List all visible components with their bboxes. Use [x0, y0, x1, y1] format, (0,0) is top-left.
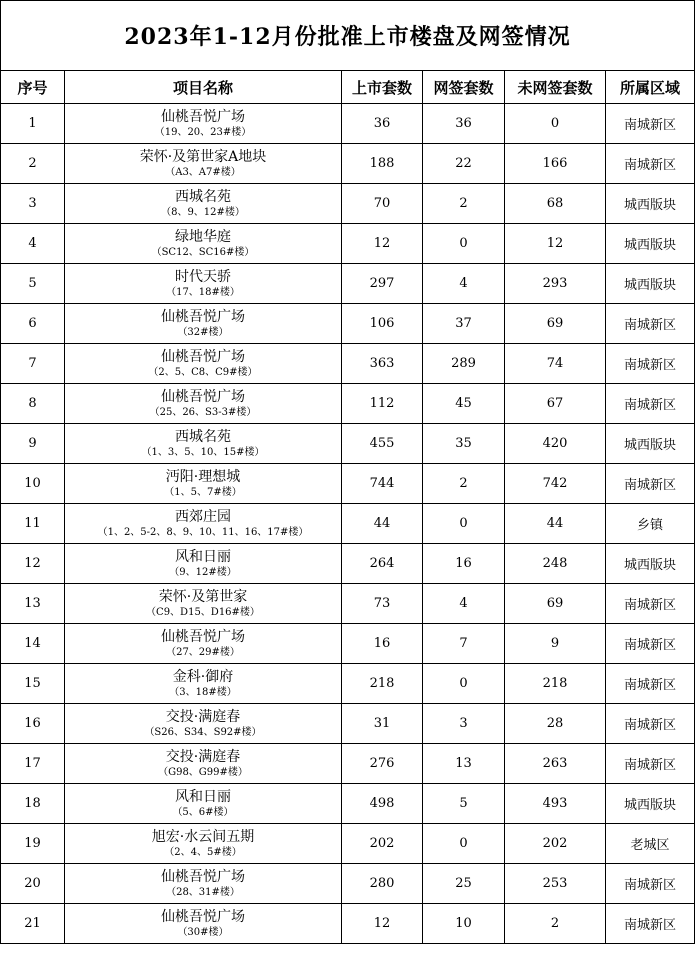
- row-index: 10: [1, 464, 65, 504]
- project-name: 旭宏·水云间五期: [151, 829, 255, 845]
- signed-count: 7: [423, 624, 505, 664]
- project-buildings: （G98、G99#楼）: [158, 767, 248, 778]
- project-buildings: （19、20、23#楼）: [154, 127, 252, 138]
- listed-count: 12: [342, 224, 423, 264]
- project-name: 西城名苑: [175, 189, 231, 205]
- unsigned-count: 44: [505, 504, 606, 544]
- district: 南城新区: [606, 624, 695, 664]
- signed-count: 0: [423, 504, 505, 544]
- signed-count: 2: [423, 464, 505, 504]
- signed-count: 2: [423, 184, 505, 224]
- table-row: [1, 384, 695, 424]
- unsigned-count: 263: [505, 744, 606, 784]
- signed-count: 37: [423, 304, 505, 344]
- signed-count: 35: [423, 424, 505, 464]
- unsigned-count: 742: [505, 464, 606, 504]
- district: 南城新区: [606, 384, 695, 424]
- table-row: [1, 264, 695, 304]
- district: 南城新区: [606, 104, 695, 144]
- district: 城西版块: [606, 784, 695, 824]
- row-index: 15: [1, 664, 65, 704]
- unsigned-count: 420: [505, 424, 606, 464]
- district: 乡镇: [606, 504, 695, 544]
- district: 南城新区: [606, 704, 695, 744]
- district: 南城新区: [606, 304, 695, 344]
- table-row: [1, 784, 695, 824]
- signed-count: 4: [423, 584, 505, 624]
- signed-count: 0: [423, 664, 505, 704]
- project-name: 沔阳·理想城: [165, 469, 241, 485]
- unsigned-count: 68: [505, 184, 606, 224]
- table-row: [1, 544, 695, 584]
- signed-count: 10: [423, 904, 505, 944]
- district: 老城区: [606, 824, 695, 864]
- unsigned-count: 69: [505, 584, 606, 624]
- row-index: 9: [1, 424, 65, 464]
- listed-count: 12: [342, 904, 423, 944]
- row-index: 14: [1, 624, 65, 664]
- project-name: 仙桃吾悦广场: [161, 869, 245, 885]
- listed-count: 455: [342, 424, 423, 464]
- project-cell: [65, 504, 342, 544]
- project-buildings: （17、18#楼）: [166, 287, 240, 298]
- project-buildings: （1、2、5-2、8、9、10、11、16、17#楼）: [97, 527, 309, 538]
- project-name: 西郊庄园: [175, 509, 231, 525]
- project-cell: [65, 384, 342, 424]
- unsigned-count: 218: [505, 664, 606, 704]
- listed-count: 744: [342, 464, 423, 504]
- project-cell: [65, 184, 342, 224]
- project-cell: [65, 904, 342, 944]
- table-row: [1, 344, 695, 384]
- signed-count: 36: [423, 104, 505, 144]
- row-index: 16: [1, 704, 65, 744]
- table-row: [1, 584, 695, 624]
- row-index: 11: [1, 504, 65, 544]
- project-name: 仙桃吾悦广场: [161, 629, 245, 645]
- unsigned-count: 67: [505, 384, 606, 424]
- project-buildings: （1、5、7#楼）: [164, 487, 242, 498]
- listed-count: 70: [342, 184, 423, 224]
- listed-count: 73: [342, 584, 423, 624]
- project-name: 时代天骄: [175, 269, 231, 285]
- listed-count: 202: [342, 824, 423, 864]
- district: 南城新区: [606, 144, 695, 184]
- listed-count: 264: [342, 544, 423, 584]
- project-cell: [65, 784, 342, 824]
- signed-count: 4: [423, 264, 505, 304]
- row-index: 2: [1, 144, 65, 184]
- row-index: 20: [1, 864, 65, 904]
- listed-count: 31: [342, 704, 423, 744]
- project-buildings: （32#楼）: [177, 327, 229, 338]
- project-cell: [65, 704, 342, 744]
- unsigned-count: 166: [505, 144, 606, 184]
- unsigned-count: 74: [505, 344, 606, 384]
- project-cell: [65, 224, 342, 264]
- project-name: 金科·御府: [172, 669, 234, 685]
- project-buildings: （9、12#楼）: [169, 567, 237, 578]
- col-header-signed: 网签套数: [423, 71, 505, 104]
- table-row: [1, 304, 695, 344]
- unsigned-count: 253: [505, 864, 606, 904]
- row-index: 19: [1, 824, 65, 864]
- district: 南城新区: [606, 464, 695, 504]
- row-index: 13: [1, 584, 65, 624]
- project-buildings: （C9、D15、D16#楼）: [146, 607, 260, 618]
- project-cell: [65, 424, 342, 464]
- project-buildings: （1、3、5、10、15#楼）: [141, 447, 265, 458]
- unsigned-count: 293: [505, 264, 606, 304]
- district: 南城新区: [606, 744, 695, 784]
- col-header-project: 项目名称: [65, 71, 342, 104]
- table-row: [1, 504, 695, 544]
- unsigned-count: 28: [505, 704, 606, 744]
- row-index: 4: [1, 224, 65, 264]
- project-cell: [65, 584, 342, 624]
- project-cell: [65, 104, 342, 144]
- unsigned-count: 248: [505, 544, 606, 584]
- project-cell: [65, 624, 342, 664]
- table-row: [1, 824, 695, 864]
- row-index: 17: [1, 744, 65, 784]
- listed-count: 280: [342, 864, 423, 904]
- signed-count: 5: [423, 784, 505, 824]
- table-row: [1, 864, 695, 904]
- unsigned-count: 2: [505, 904, 606, 944]
- table-row: [1, 664, 695, 704]
- col-header-unsigned: 未网签套数: [505, 71, 606, 104]
- table-row: [1, 424, 695, 464]
- project-cell: [65, 744, 342, 784]
- table-row: [1, 624, 695, 664]
- col-header-district: 所属区域: [606, 71, 695, 104]
- project-buildings: （SC12、SC16#楼）: [151, 247, 255, 258]
- unsigned-count: 69: [505, 304, 606, 344]
- project-buildings: （3、18#楼）: [169, 687, 237, 698]
- signed-count: 13: [423, 744, 505, 784]
- project-cell: [65, 864, 342, 904]
- listed-count: 44: [342, 504, 423, 544]
- table-row: [1, 104, 695, 144]
- row-index: 18: [1, 784, 65, 824]
- project-cell: [65, 344, 342, 384]
- project-name: 仙桃吾悦广场: [161, 309, 245, 325]
- project-cell: [65, 264, 342, 304]
- project-name: 仙桃吾悦广场: [161, 349, 245, 365]
- row-index: 12: [1, 544, 65, 584]
- row-index: 7: [1, 344, 65, 384]
- district: 城西版块: [606, 224, 695, 264]
- col-header-listed: 上市套数: [342, 71, 423, 104]
- project-name: 风和日丽: [175, 549, 231, 565]
- listed-count: 218: [342, 664, 423, 704]
- district: 城西版块: [606, 424, 695, 464]
- signed-count: 22: [423, 144, 505, 184]
- district: 南城新区: [606, 904, 695, 944]
- listed-count: 16: [342, 624, 423, 664]
- row-index: 3: [1, 184, 65, 224]
- listed-count: 276: [342, 744, 423, 784]
- project-buildings: （30#楼）: [177, 927, 229, 938]
- project-name: 仙桃吾悦广场: [161, 389, 245, 405]
- unsigned-count: 202: [505, 824, 606, 864]
- signed-count: 45: [423, 384, 505, 424]
- table-row: [1, 224, 695, 264]
- signed-count: 25: [423, 864, 505, 904]
- district: 南城新区: [606, 344, 695, 384]
- row-index: 5: [1, 264, 65, 304]
- unsigned-count: 12: [505, 224, 606, 264]
- district: 南城新区: [606, 664, 695, 704]
- project-name: 西城名苑: [175, 429, 231, 445]
- unsigned-count: 493: [505, 784, 606, 824]
- project-cell: [65, 464, 342, 504]
- header-row: [1, 71, 695, 104]
- project-buildings: （2、4、5#楼）: [164, 847, 242, 858]
- district: 南城新区: [606, 584, 695, 624]
- project-name: 交投·满庭春: [165, 709, 241, 725]
- project-cell: [65, 664, 342, 704]
- project-name: 荣怀·及第世家A地块: [139, 149, 267, 165]
- project-buildings: （A3、A7#楼）: [165, 167, 241, 178]
- project-buildings: （S26、S34、S92#楼）: [144, 727, 262, 738]
- project-cell: [65, 544, 342, 584]
- row-index: 21: [1, 904, 65, 944]
- row-index: 8: [1, 384, 65, 424]
- row-index: 1: [1, 104, 65, 144]
- project-buildings: （27、29#楼）: [166, 647, 240, 658]
- table-row: [1, 184, 695, 224]
- signed-count: 0: [423, 224, 505, 264]
- table-row: [1, 704, 695, 744]
- listed-count: 498: [342, 784, 423, 824]
- project-cell: [65, 824, 342, 864]
- project-name: 风和日丽: [175, 789, 231, 805]
- listed-count: 36: [342, 104, 423, 144]
- project-buildings: （5、6#楼）: [172, 807, 234, 818]
- col-header-index: 序号: [1, 71, 65, 104]
- table-row: [1, 744, 695, 784]
- listed-count: 297: [342, 264, 423, 304]
- project-name: 绿地华庭: [175, 229, 231, 245]
- table-body: [1, 104, 695, 944]
- district: 城西版块: [606, 184, 695, 224]
- project-buildings: （25、26、S3-3#楼）: [149, 407, 257, 418]
- project-buildings: （8、9、12#楼）: [161, 207, 245, 218]
- listed-count: 363: [342, 344, 423, 384]
- listed-count: 106: [342, 304, 423, 344]
- signed-count: 289: [423, 344, 505, 384]
- table-row: [1, 904, 695, 944]
- listed-count: 188: [342, 144, 423, 184]
- row-index: 6: [1, 304, 65, 344]
- project-cell: [65, 304, 342, 344]
- district: 城西版块: [606, 264, 695, 304]
- project-cell: [65, 144, 342, 184]
- table-row: [1, 464, 695, 504]
- district: 城西版块: [606, 544, 695, 584]
- project-buildings: （2、5、C8、C9#楼）: [148, 367, 258, 378]
- table-row: [1, 144, 695, 184]
- project-buildings: （28、31#楼）: [166, 887, 240, 898]
- page-title: 2023年1-12月份批准上市楼盘及网签情况: [1, 1, 695, 71]
- project-name: 荣怀·及第世家: [158, 589, 248, 605]
- project-name: 仙桃吾悦广场: [161, 909, 245, 925]
- project-name: 交投·满庭春: [165, 749, 241, 765]
- unsigned-count: 0: [505, 104, 606, 144]
- listed-count: 112: [342, 384, 423, 424]
- signed-count: 3: [423, 704, 505, 744]
- project-name: 仙桃吾悦广场: [161, 109, 245, 125]
- signed-count: 16: [423, 544, 505, 584]
- district: 南城新区: [606, 864, 695, 904]
- unsigned-count: 9: [505, 624, 606, 664]
- signed-count: 0: [423, 824, 505, 864]
